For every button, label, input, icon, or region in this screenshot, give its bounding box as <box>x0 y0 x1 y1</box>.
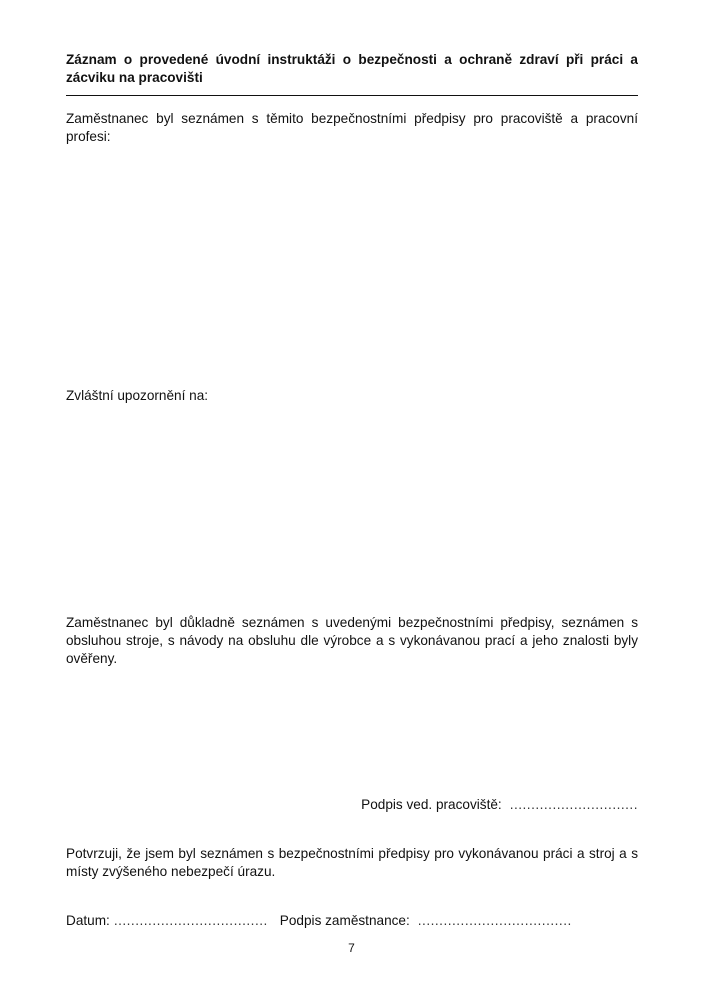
confirmation-paragraph: Potvrzuji, že jsem byl seznámen s bezpečnostními předpisy pro vykonávanou práci a stroj a s místy zvýšeného nebezpečí úrazu. <box>66 846 638 879</box>
date-signature-row <box>66 912 638 930</box>
title-divider <box>66 95 638 96</box>
regulations-paragraph: Zaměstnanec byl seznámen s těmito bezpečnostními předpisy pro pracoviště a pracovní profesi: <box>66 111 638 144</box>
document-title: Záznam o provedené úvodní instruktáži o bezpečnosti a ochraně zdraví při práci a zácviku na pracovišti <box>66 52 638 85</box>
manager-signature-line <box>361 796 638 814</box>
manager-signature-label: Podpis ved. pracoviště: <box>361 797 502 812</box>
employee-signature-label: Podpis zaměstnance: <box>279 913 410 928</box>
date-label: Datum: <box>66 913 110 928</box>
manager-signature-field[interactable]: .............................. <box>509 797 638 812</box>
page-number: 7 <box>348 941 355 955</box>
employee-signature-field[interactable]: .................................... <box>417 913 572 928</box>
date-field[interactable]: .................................... <box>113 913 268 928</box>
verification-paragraph: Zaměstnanec byl důkladně seznámen s uvedenými bezpečnostními předpisy, seznámen s obsluhou stroje, s návody na obsluhu dle výrobce a s vykonávanou prací a jeho znalosti byly ověřeny. <box>66 615 638 666</box>
special-notice-paragraph: Zvláštní upozornění na: <box>66 388 209 403</box>
